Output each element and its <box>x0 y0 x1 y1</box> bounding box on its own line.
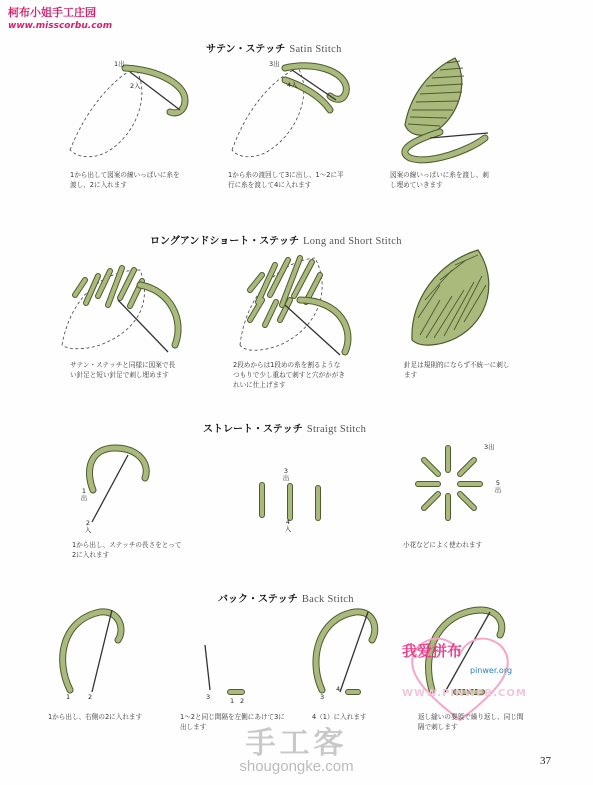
satin-title-ja: サテン・ステッチ <box>206 44 286 55</box>
satin-caption-1: 1から出して図案の線いっぱいに糸を渡し、2に入れます <box>70 171 180 189</box>
straight-title-en: Straigt Stitch <box>306 424 367 435</box>
back-label-2b: 2 <box>240 697 245 705</box>
long-short-caption-2: 2段めからは1段めの糸を割るようなつもりで少し重ねて刺すと穴がかがきれいに仕上げます <box>233 361 345 389</box>
long-short-step-3-illustration <box>412 250 489 345</box>
long-short-caption-3: 針足は規則的にならず不統一に刺します <box>404 361 510 379</box>
long-short-title-ja: ロングアンドショート・ステッチ <box>150 236 299 247</box>
long-short-title-en: Long and Short Stitch <box>303 236 402 247</box>
satin-caption-2: 1から糸の渡回して3に出し、1〜2に平行に糸を渡して4に入れます <box>228 171 344 189</box>
straight-label-out5: 5出 <box>494 479 502 494</box>
satin-step-3-illustration <box>405 58 488 160</box>
satin-title-en: Satin Stitch <box>289 44 342 55</box>
satin-caption-3: 図案の線いっぱいに糸を渡し、刺し埋めていきます <box>390 171 489 189</box>
back-caption-4: 返し縫いの要領で繰り返し、同じ間隔で刺します <box>418 713 524 731</box>
pink-watermark-cn: 我爱拼布 <box>402 642 463 660</box>
satin-label-out3: 3出 <box>269 60 280 68</box>
page-number: 37 <box>540 755 551 767</box>
back-step-2-illustration <box>205 645 242 692</box>
back-label-1b: 1 <box>230 697 235 705</box>
straight-title-ja: ストレート・ステッチ <box>203 424 303 435</box>
pink-watermark-sub: pinwer.org <box>470 666 513 675</box>
long-short-step-2-illustration <box>240 258 348 355</box>
pink-watermark-url: WWW.PINWER.COM <box>402 688 527 699</box>
top-watermark-cn: 柯布小姐手工庄园 <box>8 6 96 19</box>
bottom-watermark-cn: 手工客 <box>245 726 348 761</box>
satin-label-in4: 4入 <box>287 81 298 89</box>
straight-step-1-illustration <box>89 448 146 522</box>
back-caption-3: 4（1）に入れます <box>312 713 367 721</box>
straight-label-out3-flower: 3出 <box>484 443 495 451</box>
back-caption-1: 1から出し、右側の2に入れます <box>48 713 143 721</box>
satin-label-in2: 2入 <box>130 82 141 90</box>
back-label-2: 2 <box>88 693 93 701</box>
satin-step-2-illustration <box>232 66 346 157</box>
back-title-en: Back Stitch <box>301 594 354 605</box>
satin-label-out1: 1出 <box>114 60 125 68</box>
back-label-1: 1 <box>66 693 71 701</box>
straight-label-in4: 4入 <box>284 518 292 533</box>
long-short-step-1-illustration <box>62 268 178 352</box>
straight-caption-2: 小花などによく使われます <box>403 541 483 549</box>
bottom-watermark-url: shougongke.com <box>239 758 354 775</box>
straight-step-3-flower-illustration <box>418 448 480 518</box>
satin-step-1-illustration <box>70 68 185 157</box>
straight-label-out1: 1出 <box>80 487 88 502</box>
bottom-watermark <box>0 718 593 775</box>
straight-label-in2: 2入 <box>84 519 92 534</box>
back-label-3c: 3 <box>320 693 325 701</box>
straight-caption-1: 1から出し、ステッチの長さをとって2に入れます <box>72 541 182 559</box>
straight-step-2-illustration <box>262 485 318 518</box>
top-watermark-url: www.misscorbu.com <box>8 21 113 31</box>
back-title-ja: バック・ステッチ <box>218 594 298 605</box>
back-caption-2: 1〜2と同じ間隔を左側にあけて3に出します <box>180 713 285 731</box>
straight-label-out3: 3出 <box>282 467 290 482</box>
back-step-1-illustration <box>63 610 121 692</box>
long-short-caption-1: サテン・ステッチと同様に図案で長い針足と短い針足で刺し埋めます <box>70 361 176 379</box>
back-label-4: 4 <box>336 685 341 693</box>
back-label-3: 3 <box>206 693 211 701</box>
back-step-3-illustration <box>316 612 375 692</box>
